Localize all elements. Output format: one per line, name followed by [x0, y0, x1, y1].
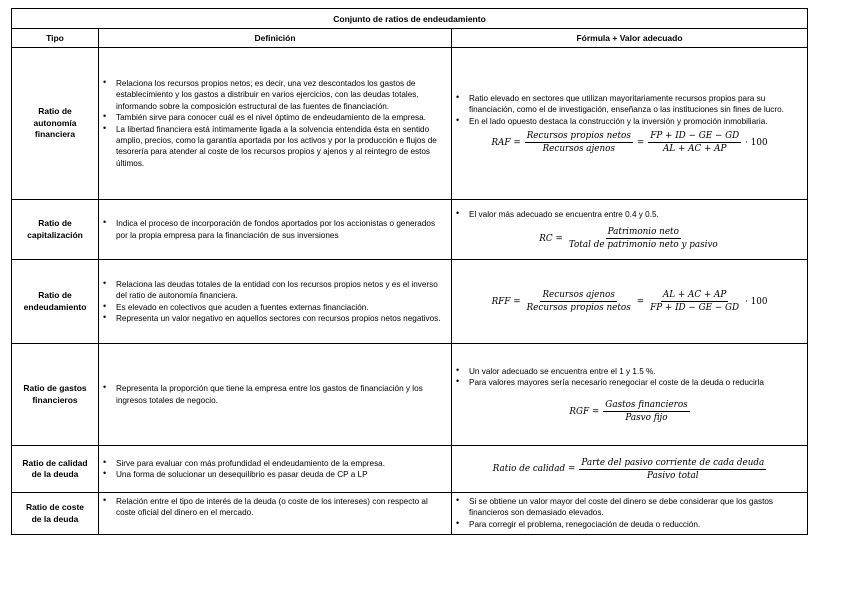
tipo-line: de la deuda — [31, 513, 79, 524]
tipo-line: Ratio de — [38, 218, 72, 228]
definicion-cell — [99, 260, 452, 344]
fraction — [603, 400, 689, 423]
formula-rgf — [452, 400, 807, 423]
table-row — [12, 344, 808, 446]
definicion-cell — [99, 446, 452, 493]
formula-cell — [452, 200, 808, 260]
fraction — [579, 458, 766, 481]
fraction-numerator: FP + ID − GE − GD — [650, 131, 740, 142]
tipo-cell — [12, 48, 99, 200]
tipo-line: Ratio de calidad — [22, 457, 88, 468]
fraction-numerator: Recursos propios netos — [526, 131, 631, 142]
fraction-denominator: Pasvo fijo — [625, 413, 668, 424]
tipo-line: endeudamiento — [23, 301, 87, 312]
tipo-cell — [12, 260, 99, 344]
definicion-cell — [99, 200, 452, 260]
tipo-line: financieros — [32, 394, 78, 405]
tipo-line: de la deuda — [31, 469, 79, 479]
formula-multiplier: · 100 — [745, 296, 768, 307]
definicion-item: • Relaciona las deudas totales de la entidad con los recursos propios netos y es el inverso del ratio de autonomía financiera. — [116, 279, 445, 302]
header-tipo: Tipo — [12, 29, 99, 48]
equals-sign: = — [636, 137, 645, 148]
fraction-numerator: Patrimonio neto — [607, 227, 679, 238]
tipo-cell — [12, 493, 99, 535]
formula-raf — [452, 131, 807, 154]
definicion-item: • Sirve para evaluar con más profundidad el endeudamiento de la empresa. — [116, 458, 445, 469]
formula-note: • Ratio elevado en sectores que utilizan mayoritariamente recursos propios para su financiación, como el de investigación, enseñanza o las instituciones sin fines de lucro. — [469, 93, 801, 116]
formula-lhs: RFF = — [491, 296, 521, 307]
table-row — [12, 493, 808, 535]
definicion-item: • También sirve para conocer cuál es el nivel óptimo de endeudamiento de la empresa. — [116, 112, 445, 123]
tipo-line: Ratio de — [38, 290, 72, 300]
fraction-denominator: AL + AC + AP — [662, 144, 727, 155]
formula-cell — [452, 260, 808, 344]
definicion-item: • Representa la proporción que tiene la empresa entre los gastos de financiación y los ingresos totales de negocio. — [116, 383, 445, 406]
formula-cell — [452, 48, 808, 200]
table-row — [12, 446, 808, 493]
fraction-denominator: Recursos ajenos — [542, 144, 615, 155]
formula-rc — [452, 227, 807, 250]
formula-note: • Si se obtiene un valor mayor del coste del dinero se debe considerar que los gastos financieros son demasiado elevados. — [469, 496, 801, 519]
definicion-item: • Representa un valor negativo en aquellos sectores con recursos propios netos negativos. — [116, 313, 445, 324]
definicion-item: • Una forma de solucionar un desequilibrio es pasar deuda de CP a LP — [116, 469, 445, 480]
table-row — [12, 48, 808, 200]
definicion-item: • Relación entre el tipo de interés de la deuda (o coste de los intereses) con respecto al coste oficial del dinero en el mercado. — [116, 496, 445, 519]
table-title: Conjunto de ratios de endeudamiento — [12, 9, 808, 29]
formula-note: • Para corregir el problema, renegociación de deuda o reducción. — [469, 519, 801, 530]
fraction — [525, 290, 633, 313]
fraction-denominator: FP + ID − GE − GD — [650, 303, 740, 313]
formula-note: • El valor más adecuado se encuentra entre 0.4 y 0.5. — [469, 209, 801, 220]
formula-cell — [452, 344, 808, 446]
table-row — [12, 200, 808, 260]
formula-lhs: RAF = — [491, 137, 521, 148]
fraction-numerator: Recursos ajenos — [542, 290, 615, 300]
formula-lhs: RC = — [539, 233, 563, 244]
table-row — [12, 260, 808, 344]
definicion-item: • La libertad financiera está íntimamente ligada a la solvencia entendida ésta en sentido amplio, precios, como la garantía aportada por los activos y por la producción e flujos de tesorería para atender al coste de los recursos propios y ajenos y al reintegro de estos últimos. — [116, 124, 445, 170]
formula-cell — [452, 493, 808, 535]
fraction — [567, 227, 720, 250]
definicion-item: • Indica el proceso de incorporación de fondos aportados por los accionistas o generados por la propia empresa para la financiación de sus inversiones — [116, 218, 445, 241]
tipo-line: financiera — [34, 129, 76, 140]
header-definicion: Definición — [99, 29, 452, 48]
formula-cell — [452, 446, 808, 493]
fraction — [648, 131, 741, 154]
tipo-line: autonomía — [33, 117, 77, 128]
fraction-denominator: Pasivo total — [647, 470, 699, 481]
formula-multiplier: · 100 — [745, 137, 768, 148]
definicion-cell — [99, 48, 452, 200]
tipo-cell — [12, 344, 99, 446]
formula-note: • En el lado opuesto destaca la construcción y la inversión y promoción inmobiliaria. — [469, 116, 801, 127]
formula-lhs: Ratio de calidad = — [492, 464, 576, 474]
ratios-table — [11, 8, 808, 535]
formula-lhs: RGF = — [569, 406, 600, 417]
definicion-cell — [99, 344, 452, 446]
equals-sign: = — [636, 296, 645, 307]
fraction — [648, 290, 741, 313]
tipo-line: Ratio de gastos — [23, 383, 87, 393]
tipo-line: Ratio de — [38, 106, 72, 117]
fraction — [525, 131, 633, 154]
definicion-item: • Relaciona los recursos propios netos; es decir, una vez descontados los gastos de establecimiento y los gastos a distribuir en varios ejercicios, con las deudas totales, informando sobre la composición estructural de las fuentes de financiación. — [116, 78, 445, 112]
header-formula: Fórmula + Valor adecuado — [452, 29, 808, 48]
fraction-numerator: AL + AC + AP — [662, 290, 727, 300]
fraction-numerator: Gastos financieros — [605, 400, 688, 411]
formula-note: • Un valor adecuado se encuentra entre el 1 y 1.5 %. — [469, 366, 801, 377]
definicion-cell — [99, 493, 452, 535]
tipo-cell — [12, 200, 99, 260]
tipo-cell — [12, 446, 99, 493]
formula-note: • Para valores mayores sería necesario renegociar el coste de la deuda o reducirla — [469, 377, 801, 388]
formula-calidad — [452, 458, 807, 481]
definicion-item: • Es elevado en colectivos que acuden a fuentes externas financiación. — [116, 302, 445, 313]
fraction-denominator: Total de patrimonio neto y pasivo — [568, 240, 718, 251]
tipo-line: Ratio de coste — [25, 502, 85, 512]
fraction-denominator: Recursos propios netos — [526, 303, 631, 313]
formula-rff — [452, 290, 807, 313]
fraction-numerator: Parte del pasivo corriente de cada deuda — [581, 457, 765, 468]
tipo-line: capitalización — [27, 229, 83, 240]
